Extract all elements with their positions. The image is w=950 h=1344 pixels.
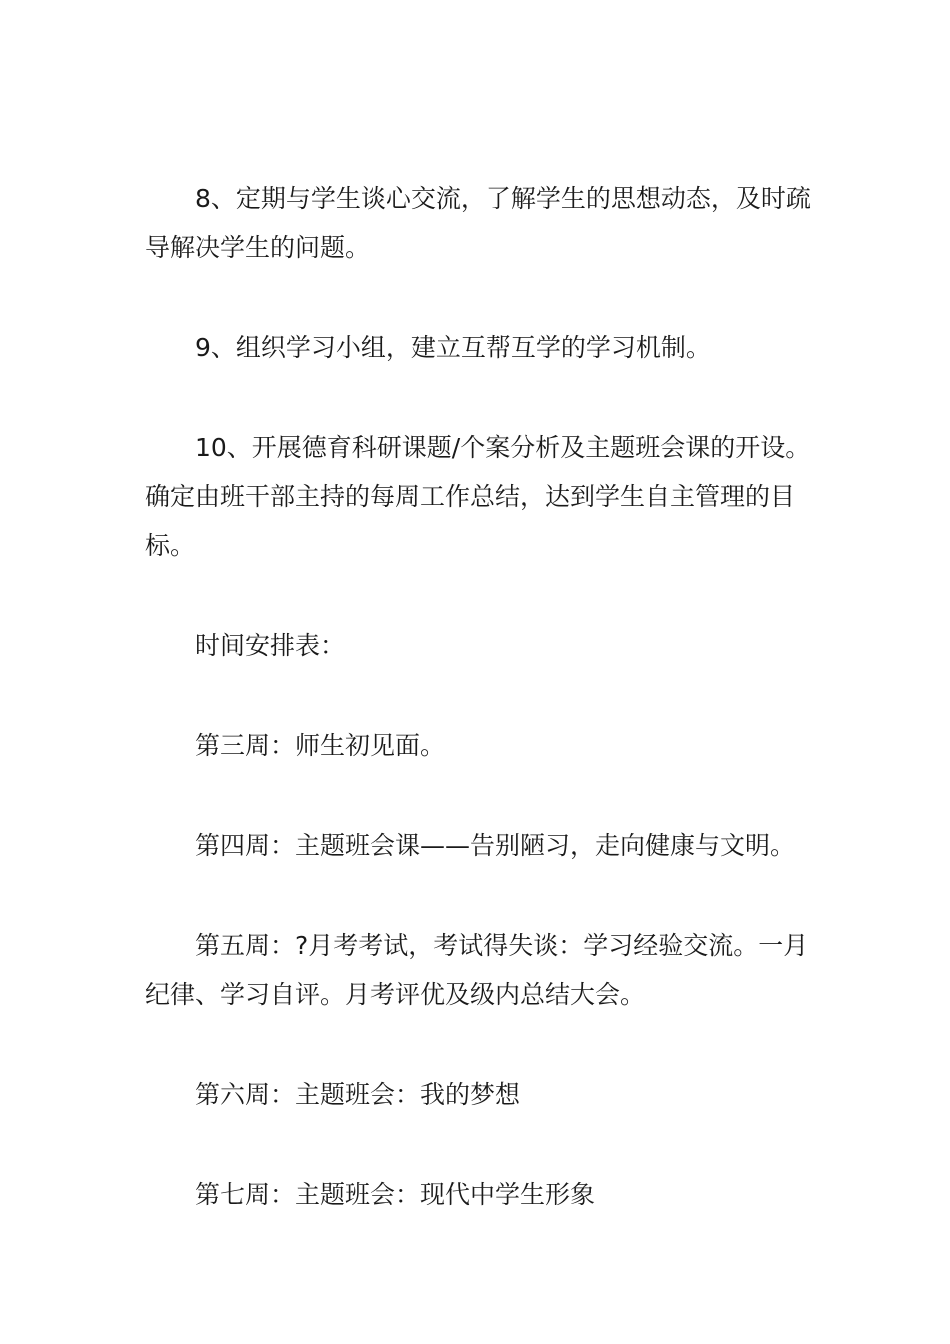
paragraph-item-8: 8、定期与学生谈心交流，了解学生的思想动态，及时疏导解决学生的问题。 — [145, 184, 811, 262]
schedule-week-7: 第七周：主题班会：现代中学生形象 — [195, 1180, 596, 1209]
schedule-week-6: 第六周：主题班会：我的梦想 — [195, 1080, 521, 1109]
paragraph-item-9: 9、组织学习小组，建立互帮互学的学习机制。 — [195, 333, 711, 362]
schedule-week-3: 第三周：师生初见面。 — [195, 731, 446, 760]
paragraph-item-10: 10、开展德育科研课题/个案分析及主题班会课的开设。确定由班干部主持的每周工作总结，达到学生自主管理的目标。 — [145, 433, 811, 560]
document-body — [145, 174, 817, 1219]
schedule-week-4: 第四周：主题班会课——告别陋习，走向健康与文明。 — [195, 831, 796, 860]
schedule-week-5: 第五周：?月考考试，考试得失谈：学习经验交流。一月纪律、学习自评。月考评优及级内总结大会。 — [145, 931, 809, 1009]
schedule-heading: 时间安排表： — [195, 631, 346, 660]
